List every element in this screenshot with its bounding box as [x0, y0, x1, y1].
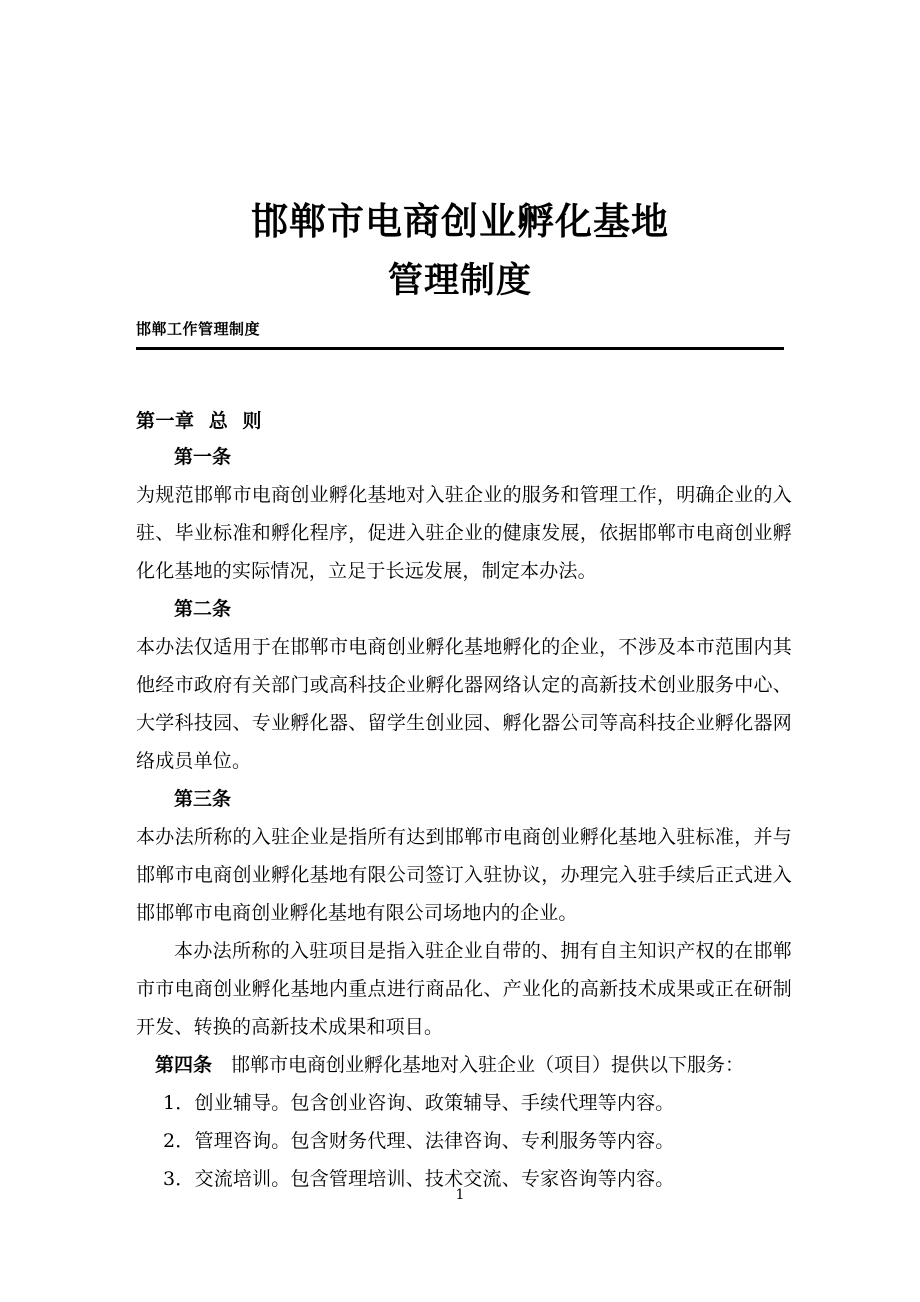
- running-header: 邯郸工作管理制度: [136, 320, 261, 338]
- article-label-4-gap: [212, 1054, 231, 1076]
- document-title-line-2: 管理制度: [387, 261, 532, 301]
- document-body: [136, 404, 792, 1198]
- document-title-line-1: 邯郸市电商创业孵化基地: [251, 200, 669, 243]
- article-body-2: 本办法仅适用于在邯郸市电商创业孵化基地孵化的企业，不涉及本市范围内其他经市政府有关部门或高科技企业孵化器网络认定的高新技术创业服务中心、大学科技园、专业孵化器、留学生创业园、孵化器公司等高科技企业孵化器网络成员单位。: [136, 636, 792, 772]
- list-item-number: 1．: [163, 1092, 195, 1114]
- chapter-heading: 第一章 总 则: [136, 410, 262, 432]
- header-divider-rule: [136, 347, 784, 350]
- article-body-3-extra: 本办法所称的入驻项目是指入驻企业自带的、拥有自主知识产权的在邯郸市市电商创业孵化基地内重点进行商品化、产业化的高新技术成果或正在研制开发、转换的高新技术成果和项目。: [136, 940, 792, 1038]
- document-title-block: [0, 192, 920, 310]
- article-body-4: 邯郸市电商创业孵化基地对入驻企业（项目）提供以下服务：: [231, 1054, 745, 1076]
- article-body-3: 本办法所称的入驻企业是指所有达到邯郸市电商创业孵化基地入驻标准，并与邯郸市电商创业孵化基地有限公司签订入驻协议，办理完入驻手续后正式进入邯邯郸市电商创业孵化基地有限公司场地内的企业。: [136, 826, 792, 924]
- page-number: 1: [455, 1187, 465, 1203]
- article-label-2: 第二条: [174, 598, 232, 620]
- article-body-1: 为规范邯郸市电商创业孵化基地对入驻企业的服务和管理工作，明确企业的入驻、毕业标准和孵化程序，促进入驻企业的健康发展，依据邯郸市电商创业孵化化基地的实际情况，立足于长远发展，制定本办法。: [136, 484, 792, 582]
- list-item-text: 交流培训。包含管理培训、技术交流、专家咨询等内容。: [194, 1168, 675, 1190]
- list-item-text: 管理咨询。包含财务代理、法律咨询、专利服务等内容。: [194, 1130, 675, 1152]
- article-label-1: 第一条: [174, 446, 232, 468]
- list-item-number: 2．: [163, 1130, 195, 1152]
- list-item: [136, 1084, 792, 1122]
- article-label-3: 第三条: [174, 788, 232, 810]
- article-4-line: [136, 1046, 792, 1084]
- article-label-4: 第四条: [155, 1054, 213, 1076]
- list-item: [136, 1122, 792, 1160]
- list-item-number: 3．: [163, 1168, 195, 1190]
- list-item-text: 创业辅导。包含创业咨询、政策辅导、手续代理等内容。: [194, 1092, 675, 1114]
